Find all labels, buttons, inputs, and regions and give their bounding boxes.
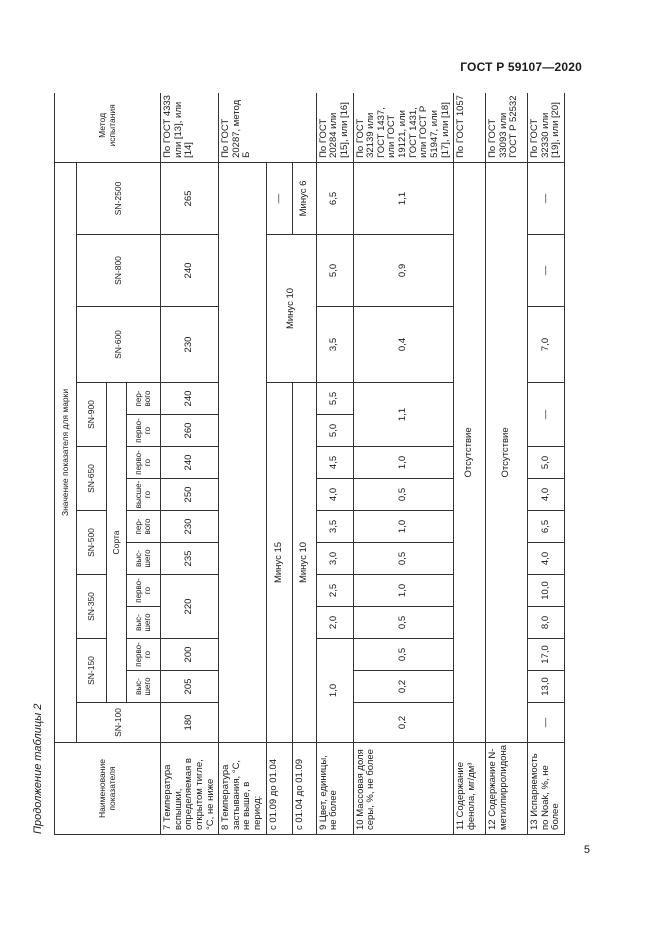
cell: 1,0	[353, 511, 454, 543]
landscape-content	[30, 93, 605, 835]
cell: 200	[161, 639, 219, 671]
cell: Минус 6	[292, 162, 316, 234]
grade-sn600: SN-600	[77, 307, 161, 383]
cell: 240	[161, 447, 219, 479]
cell: 4,5	[316, 447, 353, 479]
cell: 1,1	[353, 383, 454, 447]
grade-sn150: SN-150	[77, 639, 107, 703]
sub-sn150-2: перво-го	[127, 639, 161, 671]
cell: 4,0	[528, 543, 565, 575]
cell: —	[528, 235, 565, 307]
cell: 5,0	[316, 415, 353, 447]
grade-sn900: SN-900	[77, 383, 107, 447]
document-header: ГОСТ Р 59107—2020	[460, 60, 582, 74]
row-name: 12 Содержание N-метилпирролидона	[486, 743, 528, 835]
cell: 6,5	[316, 162, 353, 234]
cell: 240	[161, 383, 219, 415]
cell: 17,0	[528, 639, 565, 671]
sub-sn650-1: высше-го	[127, 479, 161, 511]
cell: —	[266, 162, 292, 234]
cell: 0,5	[353, 479, 454, 511]
cell: 265	[161, 162, 219, 234]
row-nmp	[486, 93, 528, 835]
sub-sn900-2: пер-вого	[127, 383, 161, 415]
sub-sn350-2: перво-го	[127, 575, 161, 607]
cell: 240	[161, 235, 219, 307]
cell: 260	[161, 415, 219, 447]
grade-sn350: SN-350	[77, 575, 107, 639]
cell: 0,2	[353, 703, 454, 743]
cell: 220	[161, 575, 219, 639]
cell: 0,5	[353, 607, 454, 639]
row-name: 9 Цвет, единицы, не более	[316, 743, 353, 835]
cell: 3,5	[316, 307, 353, 383]
row-pour-point-summer	[292, 93, 316, 835]
row-noak	[528, 93, 565, 835]
grade-sn650: SN-650	[77, 447, 107, 511]
cell: 13,0	[528, 671, 565, 703]
table-caption: Продолжение таблицы 2	[32, 703, 44, 834]
cell: Отсутствие	[486, 162, 528, 742]
header-method: Метод испытания	[55, 93, 161, 162]
sub-sn500-1: выс-шего	[127, 543, 161, 575]
row-method: По ГОСТ 33093 или ГОСТ Р 52532	[486, 93, 528, 162]
sub-sn150-1: выс-шего	[127, 671, 161, 703]
cell: Отсутствие	[454, 162, 486, 742]
header-name: Наименование показателя	[55, 743, 161, 835]
row-name: 13 Испаряемость по Noak, %, не более	[528, 743, 565, 835]
row-flash-point	[161, 93, 219, 835]
row-method: По ГОСТ 1057	[454, 93, 486, 162]
cell: 1,0	[353, 447, 454, 479]
row-subname: с 01.04 до 01.09	[292, 743, 316, 835]
cell: 2,5	[316, 575, 353, 607]
sub-sn900-1: перво-го	[127, 415, 161, 447]
sub-sn650-2: перво-го	[127, 447, 161, 479]
cell: 4,0	[316, 479, 353, 511]
row-name: 7 Температура вспышки, определяемая в открытом тигле, °С, не ниже	[161, 743, 219, 835]
row-method: По ГОСТ 32139 или ГОСТ 1437, или ГОСТ 19121, или ГОСТ 1431, или ГОСТ Р 51947, или [17], или [18]	[353, 93, 454, 162]
cell: 0,5	[353, 543, 454, 575]
row-color	[316, 93, 353, 835]
cell: 5,0	[316, 235, 353, 307]
row-method: По ГОСТ 20287, метод Б	[219, 93, 317, 162]
cell: 8,0	[528, 607, 565, 639]
cell: 2,0	[316, 607, 353, 639]
cell: 7,0	[528, 307, 565, 383]
grade-sn500: SN-500	[77, 511, 107, 575]
cell: 4,0	[528, 479, 565, 511]
cell: 0,9	[353, 235, 454, 307]
cell: 180	[161, 703, 219, 743]
header-values-title: Значение показателя для марки	[55, 162, 77, 742]
cell: 230	[161, 511, 219, 543]
cell: —	[528, 162, 565, 234]
grade-sn800: SN-800	[77, 235, 161, 307]
cell: 5,5	[316, 383, 353, 415]
cell: 1,1	[353, 162, 454, 234]
rotated-page-area	[30, 93, 605, 835]
row-phenol	[454, 93, 486, 835]
cell: 235	[161, 543, 219, 575]
row-name: 10 Массовая доля серы, %, не более	[353, 743, 454, 835]
cell: 10,0	[528, 575, 565, 607]
cell: 1,0	[316, 639, 353, 743]
cell: 5,0	[528, 447, 565, 479]
page-number: 5	[583, 844, 590, 856]
row-pour-point-winter	[266, 93, 292, 835]
sort-label: Сорта	[107, 383, 127, 703]
cell: Минус 15	[266, 383, 292, 743]
row-sulfur	[353, 93, 454, 835]
row-pour-point	[219, 93, 267, 835]
row-method: По ГОСТ 20284 или [15], или [16]	[316, 93, 353, 162]
cell: 250	[161, 479, 219, 511]
row-method: По ГОСТ 4333 или [13], или [14]	[161, 93, 219, 162]
cell: 3,0	[316, 543, 353, 575]
spec-table	[54, 93, 565, 835]
cell: 0,2	[353, 671, 454, 703]
grade-sn100: SN-100	[77, 703, 161, 743]
sub-sn500-2: пер-вого	[127, 511, 161, 543]
cell: —	[528, 703, 565, 743]
grade-sn2500: SN-2500	[77, 162, 161, 234]
cell: Минус 10	[266, 235, 316, 383]
row-subname: с 01.09 до 01.04	[266, 743, 292, 835]
cell: 6,5	[528, 511, 565, 543]
cell: Минус 10	[292, 383, 316, 743]
cell-empty	[219, 162, 267, 742]
cell: 205	[161, 671, 219, 703]
sub-sn350-1: выс-шего	[127, 607, 161, 639]
cell: 0,5	[353, 639, 454, 671]
row-name: 11 Содержание фенола, мг/дм³	[454, 743, 486, 835]
cell: 230	[161, 307, 219, 383]
row-name: 8 Температура застывания, °С, не выше, в период:	[219, 743, 267, 835]
cell: 1,0	[353, 575, 454, 607]
row-method: По ГОСТ 32330 или [19], или [20]	[528, 93, 565, 162]
cell: 3,5	[316, 511, 353, 543]
cell: —	[528, 383, 565, 447]
cell: 0,4	[353, 307, 454, 383]
